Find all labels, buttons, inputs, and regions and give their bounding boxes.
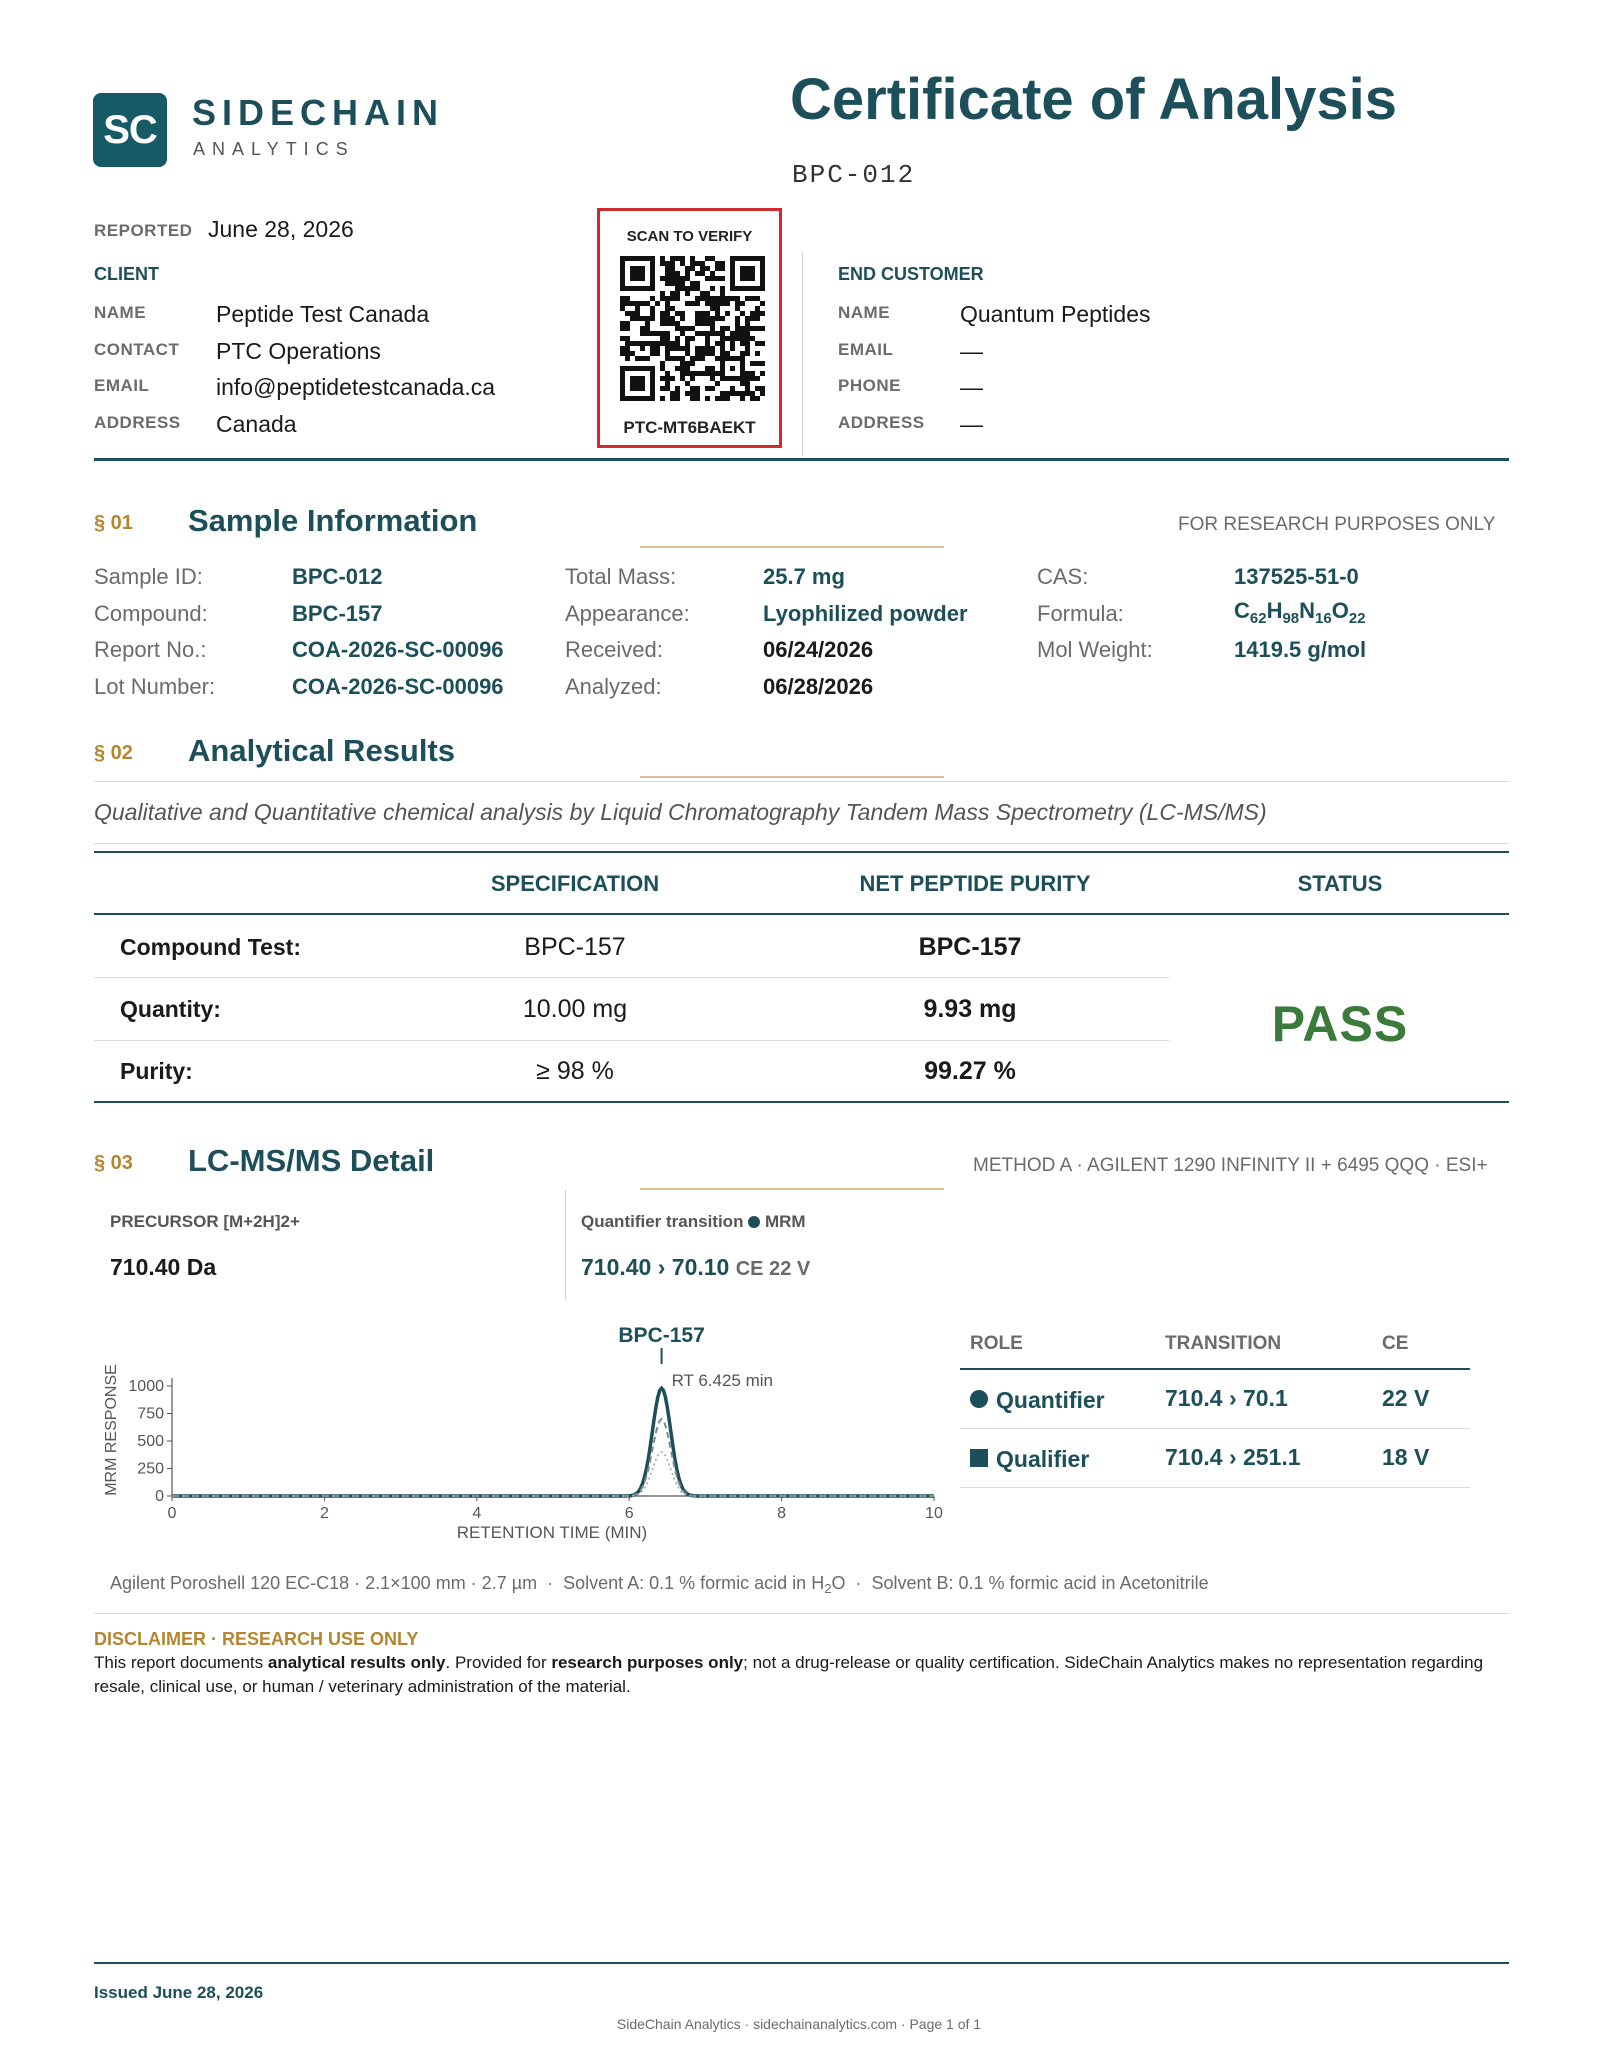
x-axis-label: RETENTION TIME (MIN): [456, 1523, 648, 1542]
section-1-title: Sample Information: [188, 503, 478, 538]
end-customer-address-label: ADDRESS: [838, 413, 925, 432]
section-1-accent: [640, 546, 944, 548]
row-compound-spec: BPC-157: [524, 933, 626, 961]
results-table-top: [94, 851, 1509, 853]
quantifier-dot-icon: [748, 1216, 760, 1228]
y-tick-label: 500: [137, 1433, 164, 1450]
results-table-bottom: [94, 1101, 1509, 1103]
status-badge: PASS: [1271, 996, 1409, 1052]
footer-line: SideChain Analytics · sidechainanalytics.com · Page 1 of 1: [616, 2016, 982, 2032]
chromatogram-trace: [172, 1419, 934, 1496]
transition-value-qualifier: 710.4 › 251.1: [1165, 1444, 1301, 1470]
precursor-label: PRECURSOR [M+2H]2+: [110, 1212, 300, 1231]
quantifier-circle-icon: [970, 1390, 988, 1408]
row-quantity-spec: 10.00 mg: [522, 995, 628, 1023]
x-tick-label: 8: [777, 1505, 787, 1522]
transition-header-rule: [960, 1368, 1470, 1370]
lot-number: COA-2026-SC-00096: [292, 674, 504, 699]
qr-code-icon[interactable]: [620, 256, 765, 401]
brand-name: SIDECHAIN: [192, 92, 445, 133]
reported-label: REPORTED: [94, 221, 193, 240]
precursor-divider: [565, 1190, 566, 1300]
section-2-title: Analytical Results: [188, 733, 456, 768]
qualifier-square-icon: [970, 1449, 988, 1467]
quantifier-transition-label: Quantifier transition MRM: [581, 1212, 806, 1231]
table-row: [94, 1040, 1169, 1041]
end-customer-name-label: NAME: [838, 303, 891, 322]
received-label: Received:: [565, 637, 663, 662]
client-address: Canada: [216, 411, 297, 437]
verify-code: PTC-MT6BAEKT: [623, 418, 756, 437]
disclaimer-title: DISCLAIMER · RESEARCH USE ONLY: [94, 1629, 419, 1649]
section-3-accent: [640, 1188, 944, 1190]
analyzed-label: Analyzed:: [565, 674, 662, 699]
end-customer-email-label: EMAIL: [838, 340, 894, 359]
row-purity-label: Purity:: [120, 1058, 193, 1084]
compound-label: Compound:: [94, 601, 208, 626]
method-line: METHOD A · AGILENT 1290 INFINITY II + 6495 QQQ · ESI+: [973, 1155, 1488, 1176]
transition-header-ce: CE: [1382, 1333, 1409, 1354]
col-header-purity: NET PEPTIDE PURITY: [859, 871, 1091, 896]
row-compound-label: Compound Test:: [120, 934, 301, 960]
col-header-spec: SPECIFICATION: [490, 871, 660, 896]
brand-subtitle: ANALYTICS: [193, 139, 355, 159]
received-date: 06/24/2026: [763, 637, 874, 662]
reported-date: June 28, 2026: [208, 216, 354, 242]
table-row: [960, 1487, 1470, 1488]
client-name: Peptide Test Canada: [216, 301, 430, 327]
quantifier-transition-value: 710.40 › 70.10 CE 22 V: [581, 1254, 811, 1280]
qr-verify-panel[interactable]: [597, 208, 782, 448]
end-customer-heading: END CUSTOMER: [838, 264, 984, 284]
section-1-number: § 01: [94, 512, 133, 534]
x-tick-label: 0: [167, 1505, 177, 1522]
client-contact: PTC Operations: [216, 338, 381, 364]
retention-time-annotation: RT 6.425 min: [671, 1371, 774, 1390]
lot-number-label: Lot Number:: [94, 674, 216, 699]
appearance: Lyophilized powder: [763, 601, 968, 626]
cas-number: 137525-51-0: [1234, 564, 1359, 589]
chromatogram-trace: [172, 1452, 934, 1496]
issued-date: Issued June 28, 2026: [94, 1983, 264, 2002]
row-compound-result: BPC-157: [918, 933, 1022, 961]
row-quantity-result: 9.93 mg: [923, 995, 1017, 1023]
end-customer-phone-label: PHONE: [838, 376, 901, 395]
client-contact-label: CONTACT: [94, 340, 180, 359]
client-email: info@peptidetestcanada.ca: [216, 374, 496, 400]
row-purity-spec: ≥ 98 %: [536, 1057, 614, 1085]
transition-value-quantifier: 710.4 › 70.1: [1165, 1385, 1288, 1411]
document-title: Certificate of Analysis: [790, 67, 1398, 132]
end-customer-phone: —: [960, 374, 983, 400]
mol-weight-label: Mol Weight:: [1037, 637, 1153, 662]
total-mass: 25.7 mg: [763, 564, 845, 589]
report-no-label: Report No.:: [94, 637, 207, 662]
section-2-accent: [640, 776, 944, 778]
qr-title: SCAN TO VERIFY: [626, 228, 753, 245]
transition-ce-qualifier: 18 V: [1382, 1444, 1430, 1470]
row-quantity-label: Quantity:: [120, 996, 221, 1022]
client-heading: CLIENT: [94, 264, 159, 284]
y-tick-label: 0: [155, 1488, 164, 1505]
header-divider: [802, 252, 803, 456]
report-no: COA-2026-SC-00096: [292, 637, 504, 662]
x-tick-label: 6: [624, 1505, 634, 1522]
molecular-formula: $C_{62}H_{98}N_{16}O_{22}$: [1234, 598, 1366, 627]
section-3-number: § 03: [94, 1152, 133, 1174]
x-tick-label: 10: [925, 1505, 943, 1522]
analyzed-date: 06/28/2026: [763, 674, 874, 699]
section-2-rule-top: [94, 781, 1509, 782]
transition-role-quantifier: Quantifier: [996, 1387, 1105, 1413]
end-customer-name: Quantum Peptides: [960, 301, 1151, 327]
transition-header-transition: TRANSITION: [1165, 1333, 1282, 1354]
analysis-description: Qualitative and Quantitative chemical analysis by Liquid Chromatography Tandem Mass Spectrometry (LC-MS/MS): [94, 799, 1267, 825]
mol-weight: 1419.5 g/mol: [1234, 637, 1367, 662]
y-tick-label: 250: [137, 1460, 164, 1478]
client-address-label: ADDRESS: [94, 413, 181, 432]
y-axis-label: MRM RESPONSE: [103, 1364, 120, 1496]
compound: BPC-157: [292, 601, 383, 626]
col-header-status: STATUS: [1297, 871, 1383, 896]
transition-ce-quantifier: 22 V: [1382, 1385, 1430, 1411]
row-purity-result: 99.27 %: [924, 1057, 1016, 1085]
section-3-title: LC-MS/MS Detail: [188, 1143, 435, 1178]
end-customer-address: —: [960, 411, 983, 437]
transition-header-role: ROLE: [970, 1333, 1023, 1354]
chromatogram-trace: [172, 1388, 934, 1496]
table-row: [94, 977, 1169, 978]
formula-label: Formula:: [1037, 601, 1124, 626]
disclaimer-text: This report documents analytical results only. Provided for research purposes only; not a drug-release or quality certification. SideChain Analytics makes no representation regarding resale, clinical use, or human / veterinary administration of the material.: [94, 1653, 1484, 1696]
y-tick-label: 1000: [128, 1378, 164, 1395]
document-code: BPC-012: [792, 160, 916, 190]
table-row: [960, 1428, 1470, 1429]
end-customer-email: —: [960, 338, 983, 364]
column-conditions: Agilent Poroshell 120 EC-C18 · 2.1×100 mm · 2.7 µm · Solvent A: 0.1 % formic acid in $H_2O$ · Solvent B: 0.1 % formic acid in Acetonitrile: [110, 1573, 1209, 1596]
cas-label: CAS:: [1037, 564, 1089, 589]
sample-id-label: Sample ID:: [94, 564, 203, 589]
section-2-number: § 02: [94, 742, 133, 764]
client-name-label: NAME: [94, 303, 147, 322]
total-mass-label: Total Mass:: [565, 564, 677, 589]
conditions-rule: [94, 1613, 1509, 1614]
section-2-rule-bottom: [94, 843, 1509, 844]
results-header-rule: [94, 913, 1509, 915]
chromatogram-chart: [92, 1318, 962, 1548]
client-email-label: EMAIL: [94, 376, 150, 395]
footer-rule: [94, 1962, 1509, 1964]
appearance-label: Appearance:: [565, 601, 690, 626]
sample-id: BPC-012: [292, 564, 383, 589]
x-tick-label: 2: [319, 1505, 329, 1522]
header-rule: [94, 458, 1509, 461]
logo-mark: SC: [93, 93, 167, 167]
research-note: FOR RESEARCH PURPOSES ONLY: [1178, 514, 1496, 535]
y-tick-label: 750: [137, 1405, 164, 1423]
chart-title: BPC-157: [618, 1324, 705, 1347]
transition-role-qualifier: Qualifier: [996, 1446, 1090, 1472]
x-tick-label: 4: [472, 1505, 482, 1522]
precursor-value: 710.40 Da: [110, 1254, 217, 1280]
